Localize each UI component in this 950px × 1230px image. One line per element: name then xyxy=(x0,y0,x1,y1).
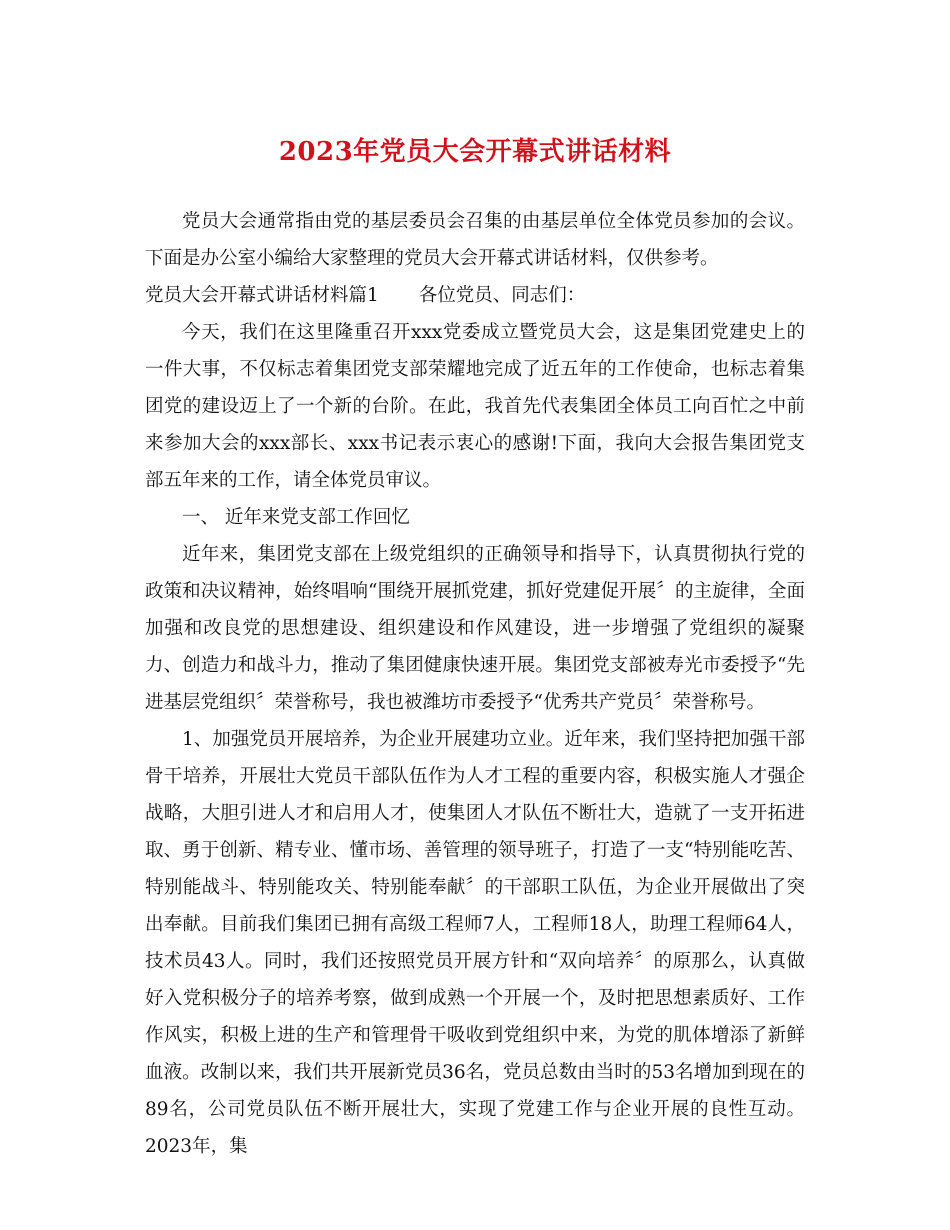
intro-paragraph: 党员大会通常指由党的基层委员会召集的由基层单位全体党员参加的会议。下面是办公室小编给大家整理的党员大会开幕式讲话材料，仅供参考。 xyxy=(145,211,805,269)
section-heading: 党员大会开幕式讲话材料篇1 xyxy=(145,285,379,306)
opening-paragraph: 今天，我们在这里隆重召开xxx党委成立暨党员大会，这是集团党建史上的一件大事，不仅标志着集团党支部荣耀地完成了近五年的工作使命，也标志着集团党的建设迈上了一个新的台阶。在此，我首先代表集团全体员工向百忙之中前来参加大会的xxx部长、xxx书记表示衷心的感谢!下面，我向大会报告集团党支部五年来的工作，请全体党员审议。 xyxy=(145,322,805,491)
document-title: 2023年党员大会开幕式讲话材料 xyxy=(278,137,672,167)
document-body xyxy=(145,203,805,1165)
section-line xyxy=(145,277,805,314)
salutation: 各位党员、同志们： xyxy=(418,285,586,306)
review-paragraph: 近年来，集团党支部在上级党组织的正确领导和指导下，认真贯彻执行党的政策和决议精神，始终唱响“围绕开展抓党建，抓好党建促开展〞的主旋律，全面加强和改良党的思想建设、组织建设和作风建设，进一步增强了党组织的凝聚力、创造力和战斗力，推动了集团健康快速开展。集团党支部被寿光市委授予“先进基层党组织〞荣誉称号，我也被潍坊市委授予“优秀共产党员〞荣誉称号。 xyxy=(145,544,805,713)
subsection-heading: 一、 近年来党支部工作回忆 xyxy=(182,507,410,528)
cadre-training-paragraph: 1、加强党员开展培养，为企业开展建功立业。近年来，我们坚持把加强干部骨干培养，开展壮大党员干部队伍作为人才工程的重要内容，积极实施人才强企战略，大胆引进人才和启用人才，使集团人才队伍不断壮大，造就了一支开拓进取、勇于创新、精专业、懂市场、善管理的领导班子，打造了一支“特别能吃苦、特别能战斗、特别能攻关、特别能奉献〞的干部职工队伍，为企业开展做出了突出奉献。目前我们集团已拥有高级工程师7人，工程师18人，助理工程师64人，技术员43人。同时，我们还按照党员开展方针和“双向培养〞的原那么，认真做好入党积极分子的培养考察，做到成熟一个开展一个，及时把思想素质好、工作作风实，积极上进的生产和管理骨干吸收到党组织中来，为党的肌体增添了新鲜血液。改制以来，我们共开展新党员36名，党员总数由当时的53名增加到现在的89名，公司党员队伍不断开展壮大，实现了党建工作与企业开展的良性互动。2023年，集 xyxy=(145,729,805,1157)
